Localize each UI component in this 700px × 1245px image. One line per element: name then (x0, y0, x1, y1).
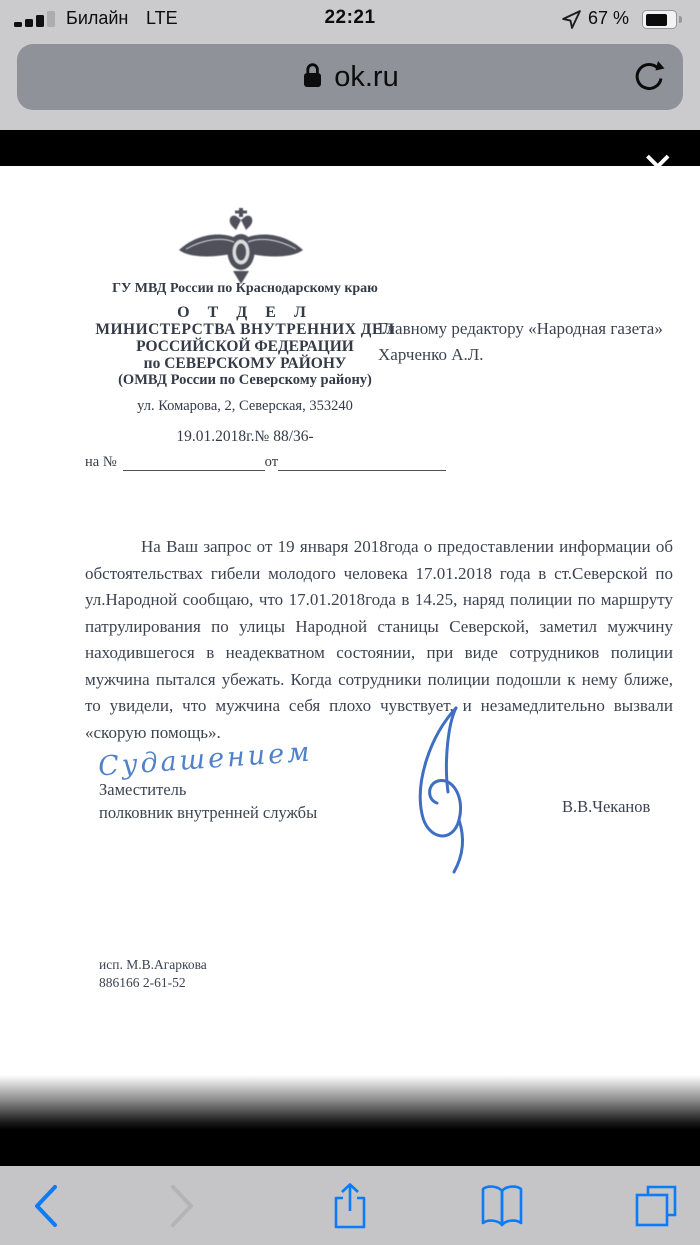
signer-position: Заместитель полковник внутренней службы (99, 780, 318, 822)
letter-body-paragraph: На Ваш запрос от 19 января 2018года о предоставлении информации об обстоятельствах гибели молодого человека 17.01.2018 года в ст.Северской по ул.Народной сообщаю, что 17.01.2018года в 14.25, наряд полиции по маршруту патрулирования по улицы Народной станицы Северской, заметил мужчину находившегося в неадекватном состоянии, при виде сотрудников полиции мужчина пытался убежать. Когда сотрудники полиции подошли к нему ближе, то увидели, что мужчина себя плохо чувствует, и незамедлительно вызвали «скорую помощь». (85, 537, 673, 742)
tabs-icon[interactable] (630, 1180, 682, 1232)
executor-name: исп. М.В.Агаркова (99, 957, 207, 972)
reply-reference-line: на № от (85, 454, 446, 471)
forward-button[interactable] (156, 1180, 208, 1232)
safari-bottom-toolbar (0, 1166, 700, 1245)
scanned-letter[interactable] (0, 166, 700, 1075)
executor-phone: 886166 2-61-52 (99, 975, 186, 990)
letterhead-parent-org: ГУ МВД России по Краснодарскому краю (112, 281, 378, 296)
mvd-eagle-emblem-icon (176, 206, 306, 291)
photo-viewer-bottom-band (0, 1075, 700, 1166)
photo-viewer-top-band (0, 130, 700, 166)
handwritten-signature (396, 702, 496, 882)
tls-lock-icon (301, 61, 324, 94)
letterhead-org-line: МИНИСТЕРСТВА ВНУТРЕННИХ ДЕЛ (95, 321, 395, 338)
executor-block (99, 956, 207, 992)
battery-percent-label: 67 % (588, 8, 630, 28)
signer-name: В.В.Чеканов (562, 797, 651, 816)
safari-top-chrome (0, 0, 700, 130)
location-services-icon (561, 9, 582, 35)
bookmarks-icon[interactable] (476, 1180, 528, 1232)
back-button[interactable] (20, 1180, 72, 1232)
network-type-label: LTE (146, 8, 178, 28)
letterhead-org-line: по СЕВЕРСКОМУ РАЙОНУ (143, 355, 347, 372)
carrier-label: Билайн (66, 8, 129, 28)
letter-ref-number: 19.01.2018г.№ 88/36- (176, 428, 314, 445)
url-text: ok.ru (334, 60, 399, 93)
addressee-line: Харченко А.Л. (378, 345, 484, 364)
letterhead-org-line: (ОМВД России по Северскому району) (118, 372, 372, 388)
address-bar[interactable] (17, 44, 683, 110)
reload-button[interactable] (629, 58, 667, 96)
status-clock: 22:21 (324, 7, 376, 28)
share-icon[interactable] (324, 1180, 376, 1232)
status-bar (0, 0, 700, 40)
battery-icon (642, 10, 682, 29)
addressee-line: Главному редактору «Народная газета» (378, 319, 663, 338)
letterhead-street-address: ул. Комарова, 2, Северская, 353240 (137, 398, 353, 414)
addressee-block (378, 316, 663, 368)
handwritten-note: Судашением (97, 736, 314, 783)
letterhead-org-line: РОССИЙСКОЙ ФЕДЕРАЦИИ (136, 338, 354, 355)
letterhead-org-line: О Т Д Е Л (177, 304, 313, 321)
